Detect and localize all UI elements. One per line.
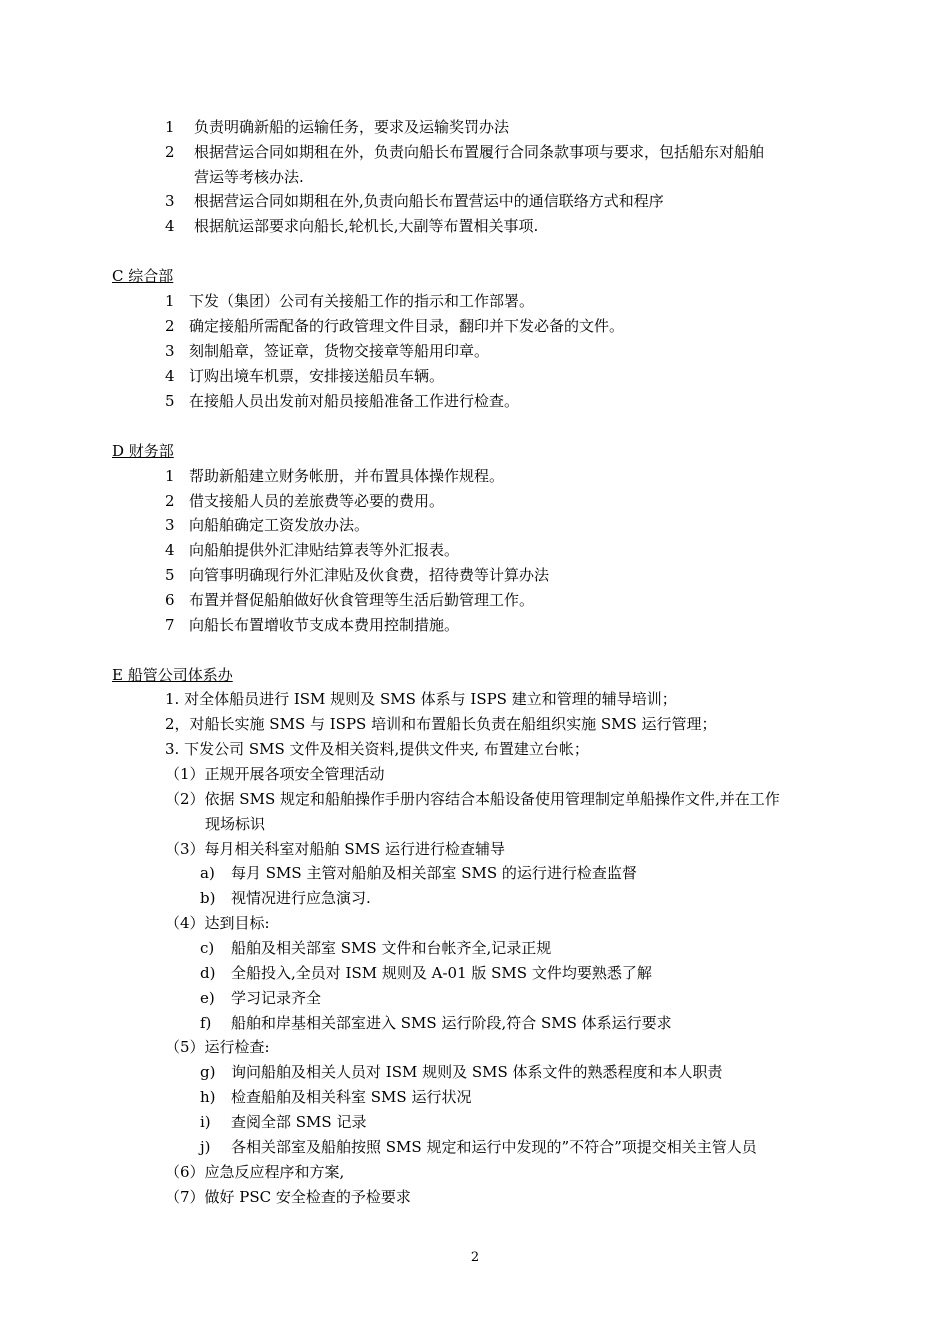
section-heading-e: E 船管公司体系办 — [112, 666, 233, 684]
section-heading-d: D 财务部 — [112, 442, 174, 460]
page-number: 2 — [470, 1250, 480, 1265]
section-heading-c: C 综合部 — [112, 267, 174, 285]
